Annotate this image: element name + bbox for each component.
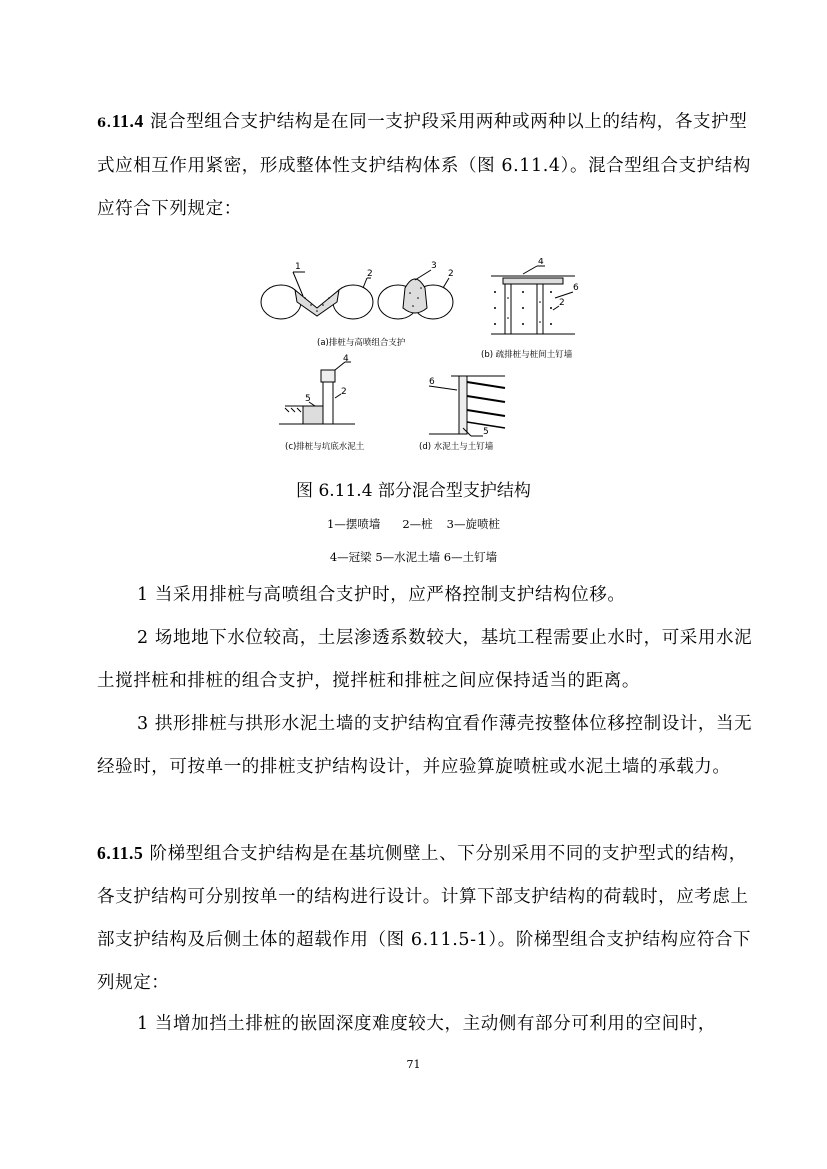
list-item-1: 1 当采用排桩与高喷组合支护时，应严格控制支护结构位移。: [137, 585, 626, 605]
figure-legend-line-1: [0, 516, 827, 532]
fig-label-5: 5: [483, 427, 489, 437]
section-6-11-4: [97, 100, 757, 231]
figure-caption: 图 6.11.4 部分混合型支护结构: [296, 481, 531, 501]
fig-label-2: 2: [559, 298, 565, 308]
section-number-prefix: 6.: [97, 116, 112, 131]
fig-label-4: 4: [343, 354, 349, 364]
legend-item: 2—桩: [402, 517, 433, 531]
figure-d-drawing: [429, 376, 505, 436]
figure-a-drawing: [261, 270, 453, 319]
fig-label-4: 4: [538, 258, 544, 267]
figure-6-11-4: [255, 258, 595, 463]
fig-label-2: 2: [367, 269, 373, 279]
legend-item: 3—旋喷桩: [446, 517, 500, 531]
page-number: 71: [406, 1058, 421, 1071]
fig-label-6: 6: [573, 283, 579, 293]
list-item-last: 1 当增加挡土排桩的嵌固深度难度较大，主动侧有部分可利用的空间时，: [137, 1014, 716, 1034]
section-text: 阶梯型组合支护结构是在基坑侧壁上、下分别采用不同的支护型式的结构，各支护结构可分别按单一的结构进行设计。计算下部支护结构的荷载时，应考虑上部支护结构及后侧土体的超载作用（图 6.11.5-1）。阶梯型组合支护结构应符合下列规定：: [97, 844, 752, 993]
subcaption-a: (a)排桩与高喷组合支护: [317, 338, 406, 348]
list-item-2: 2 场地地下水位较高，土层渗透系数较大，基坑工程需要止水时，可采用水泥土搅拌桩和排桩的组合支护，搅拌桩和排桩之间应保持适当的距离。: [97, 628, 753, 691]
fig-label-3: 3: [431, 261, 437, 271]
fig-label-6: 6: [429, 377, 435, 387]
section-text: 混合型组合支护结构是在同一支护段采用两种或两种以上的结构，各支护型式应相互作用紧密，形成整体性支护结构体系（图 6.11.4）。混合型组合支护结构应符合下列规定：: [97, 112, 751, 219]
subcaption-b: (b) 疏排桩与桩间土钉墙: [481, 350, 573, 360]
fig-label-5: 5: [305, 394, 311, 404]
fig-label-2: 2: [341, 387, 347, 397]
section-number: 6.11.5: [97, 843, 144, 863]
figure-legend-line-2: 4—冠梁 5—水泥土墙 6—土钉墙: [329, 550, 498, 564]
section-6-11-5: [97, 832, 757, 1005]
subcaption-c: (c)排桩与坑底水泥土: [285, 442, 365, 452]
subcaption-d: (d) 水泥土与土钉墙: [419, 442, 494, 452]
list-item-3: 3 拱形排桩与拱形水泥土墙的支护结构宜看作薄壳按整体位移控制设计，当无经验时，可按单一的排桩支护结构设计，并应验算旋喷桩或水泥土墙的承载力。: [97, 714, 753, 777]
legend-item: 1—摆喷墙: [327, 517, 381, 531]
section-number: 11.4: [111, 111, 144, 131]
fig-label-1: 1: [295, 262, 301, 272]
fig-label-2: 2: [448, 269, 454, 279]
